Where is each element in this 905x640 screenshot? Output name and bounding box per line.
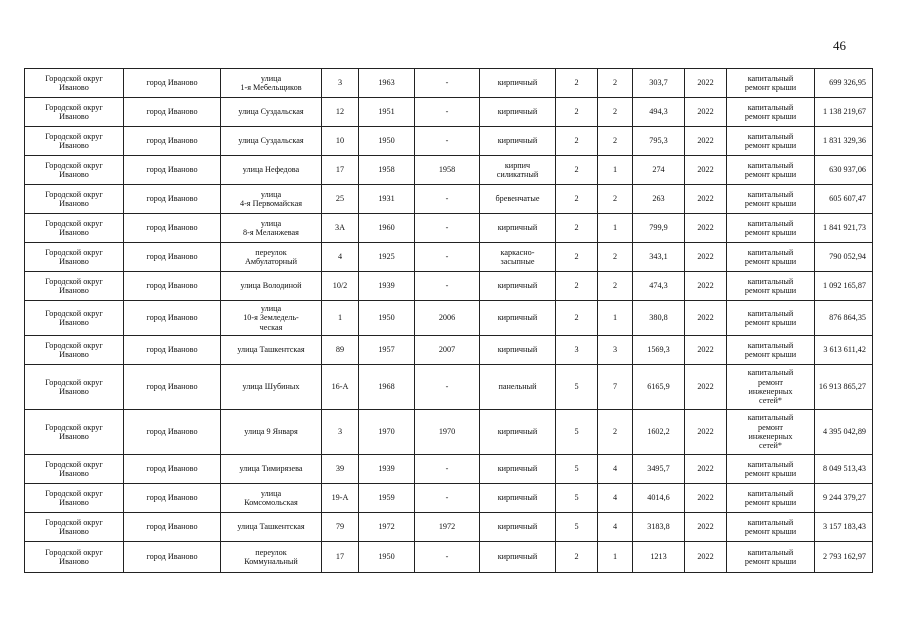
cell-street: улица 10-я Земледель- ческая xyxy=(221,301,322,336)
cell-municipality: Городской округ Иваново xyxy=(25,301,124,336)
table-row xyxy=(25,336,873,365)
cell-area: 795,3 xyxy=(633,127,685,156)
cell-house-number: 12 xyxy=(322,98,359,127)
cell-wall-material: кирпичный xyxy=(480,127,556,156)
cell-floors: 2 xyxy=(556,542,598,573)
cell-cost: 1 138 219,67 xyxy=(815,98,873,127)
cell-settlement: город Иваново xyxy=(124,301,221,336)
cell-cost: 876 864,35 xyxy=(815,301,873,336)
cell-wall-material: кирпичный xyxy=(480,272,556,301)
housing-repair-table xyxy=(24,68,873,573)
cell-cost: 630 937,06 xyxy=(815,156,873,185)
cell-year: 2022 xyxy=(685,127,727,156)
cell-settlement: город Иваново xyxy=(124,513,221,542)
table-row xyxy=(25,484,873,513)
table-row xyxy=(25,156,873,185)
cell-cost: 699 326,95 xyxy=(815,69,873,98)
cell-wall-material: кирпичный xyxy=(480,69,556,98)
cell-floors: 3 xyxy=(556,336,598,365)
cell-street: улица Володиной xyxy=(221,272,322,301)
cell-street: улица Комсомольская xyxy=(221,484,322,513)
cell-house-number: 3 xyxy=(322,69,359,98)
cell-area: 1213 xyxy=(633,542,685,573)
cell-year: 2022 xyxy=(685,484,727,513)
cell-settlement: город Иваново xyxy=(124,410,221,455)
cell-entrances: 2 xyxy=(598,243,633,272)
cell-settlement: город Иваново xyxy=(124,455,221,484)
cell-house-number: 89 xyxy=(322,336,359,365)
cell-settlement: город Иваново xyxy=(124,156,221,185)
cell-municipality: Городской округ Иваново xyxy=(25,156,124,185)
cell-street: улица 9 Января xyxy=(221,410,322,455)
cell-year-built: 1950 xyxy=(359,127,415,156)
cell-floors: 2 xyxy=(556,127,598,156)
cell-cost: 1 841 921,73 xyxy=(815,214,873,243)
cell-street: улица 4-я Первомайская xyxy=(221,185,322,214)
cell-year: 2022 xyxy=(685,185,727,214)
cell-area: 6165,9 xyxy=(633,365,685,410)
cell-year-built: 1963 xyxy=(359,69,415,98)
cell-year: 2022 xyxy=(685,542,727,573)
cell-floors: 5 xyxy=(556,410,598,455)
cell-house-number: 17 xyxy=(322,156,359,185)
cell-entrances: 2 xyxy=(598,69,633,98)
cell-area: 1569,3 xyxy=(633,336,685,365)
cell-area: 274 xyxy=(633,156,685,185)
cell-year-built: 1958 xyxy=(359,156,415,185)
cell-floors: 5 xyxy=(556,365,598,410)
cell-year-reconstructed: - xyxy=(415,98,480,127)
cell-house-number: 19-А xyxy=(322,484,359,513)
cell-year: 2022 xyxy=(685,410,727,455)
cell-floors: 2 xyxy=(556,69,598,98)
cell-floors: 2 xyxy=(556,156,598,185)
cell-municipality: Городской округ Иваново xyxy=(25,185,124,214)
cell-work-type: капитальный ремонт крыши xyxy=(727,301,815,336)
cell-entrances: 2 xyxy=(598,272,633,301)
cell-year: 2022 xyxy=(685,156,727,185)
cell-house-number: 3 xyxy=(322,410,359,455)
cell-municipality: Городской округ Иваново xyxy=(25,513,124,542)
cell-wall-material: кирпичный xyxy=(480,542,556,573)
cell-street: улица Ташкентская xyxy=(221,336,322,365)
cell-year-reconstructed: - xyxy=(415,272,480,301)
cell-municipality: Городской округ Иваново xyxy=(25,336,124,365)
cell-wall-material: кирпичный xyxy=(480,301,556,336)
cell-year-built: 1939 xyxy=(359,455,415,484)
cell-cost: 16 913 865,27 xyxy=(815,365,873,410)
cell-cost: 1 831 329,36 xyxy=(815,127,873,156)
cell-year-reconstructed: - xyxy=(415,127,480,156)
cell-entrances: 4 xyxy=(598,513,633,542)
cell-settlement: город Иваново xyxy=(124,185,221,214)
cell-municipality: Городской округ Иваново xyxy=(25,542,124,573)
cell-entrances: 1 xyxy=(598,301,633,336)
cell-work-type: капитальный ремонт крыши xyxy=(727,69,815,98)
cell-wall-material: кирпичный xyxy=(480,484,556,513)
table-row xyxy=(25,185,873,214)
cell-year: 2022 xyxy=(685,301,727,336)
table-row xyxy=(25,272,873,301)
cell-municipality: Городской округ Иваново xyxy=(25,410,124,455)
cell-cost: 3 613 611,42 xyxy=(815,336,873,365)
cell-settlement: город Иваново xyxy=(124,272,221,301)
cell-settlement: город Иваново xyxy=(124,69,221,98)
cell-street: улица Шубиных xyxy=(221,365,322,410)
cell-area: 303,7 xyxy=(633,69,685,98)
cell-house-number: 10 xyxy=(322,127,359,156)
cell-area: 343,1 xyxy=(633,243,685,272)
cell-wall-material: кирпичный xyxy=(480,410,556,455)
cell-year-reconstructed: 2006 xyxy=(415,301,480,336)
cell-work-type: капитальный ремонт крыши xyxy=(727,214,815,243)
cell-floors: 5 xyxy=(556,455,598,484)
table-row xyxy=(25,301,873,336)
cell-year-reconstructed: - xyxy=(415,185,480,214)
cell-year-built: 1957 xyxy=(359,336,415,365)
cell-work-type: капитальный ремонт инженерных сетей* xyxy=(727,365,815,410)
cell-year: 2022 xyxy=(685,513,727,542)
cell-area: 3183,8 xyxy=(633,513,685,542)
cell-entrances: 2 xyxy=(598,185,633,214)
cell-year-built: 1972 xyxy=(359,513,415,542)
cell-year-reconstructed: 1972 xyxy=(415,513,480,542)
cell-year: 2022 xyxy=(685,69,727,98)
cell-municipality: Городской округ Иваново xyxy=(25,455,124,484)
cell-area: 1602,2 xyxy=(633,410,685,455)
table-row xyxy=(25,69,873,98)
cell-year-built: 1939 xyxy=(359,272,415,301)
cell-year-built: 1931 xyxy=(359,185,415,214)
cell-house-number: 17 xyxy=(322,542,359,573)
cell-work-type: капитальный ремонт крыши xyxy=(727,542,815,573)
cell-work-type: капитальный ремонт крыши xyxy=(727,156,815,185)
table-row xyxy=(25,513,873,542)
cell-year-built: 1951 xyxy=(359,98,415,127)
cell-floors: 2 xyxy=(556,243,598,272)
cell-year-reconstructed: - xyxy=(415,243,480,272)
cell-entrances: 2 xyxy=(598,410,633,455)
cell-municipality: Городской округ Иваново xyxy=(25,272,124,301)
table-row xyxy=(25,214,873,243)
cell-wall-material: кирпичный xyxy=(480,513,556,542)
cell-work-type: капитальный ремонт инженерных сетей* xyxy=(727,410,815,455)
cell-entrances: 2 xyxy=(598,98,633,127)
cell-municipality: Городской округ Иваново xyxy=(25,365,124,410)
cell-entrances: 4 xyxy=(598,484,633,513)
cell-cost: 1 092 165,87 xyxy=(815,272,873,301)
cell-wall-material: бревенчатые xyxy=(480,185,556,214)
cell-floors: 2 xyxy=(556,98,598,127)
cell-year-reconstructed: 2007 xyxy=(415,336,480,365)
cell-street: улица 1-я Мебельщиков xyxy=(221,69,322,98)
cell-municipality: Городской округ Иваново xyxy=(25,69,124,98)
cell-year-built: 1968 xyxy=(359,365,415,410)
cell-settlement: город Иваново xyxy=(124,98,221,127)
cell-area: 4014,6 xyxy=(633,484,685,513)
table-row xyxy=(25,410,873,455)
table-row xyxy=(25,127,873,156)
cell-settlement: город Иваново xyxy=(124,365,221,410)
cell-street: улица Суздальская xyxy=(221,98,322,127)
cell-floors: 2 xyxy=(556,301,598,336)
cell-cost: 8 049 513,43 xyxy=(815,455,873,484)
table-row xyxy=(25,98,873,127)
cell-wall-material: панельный xyxy=(480,365,556,410)
cell-year-built: 1959 xyxy=(359,484,415,513)
cell-cost: 4 395 042,89 xyxy=(815,410,873,455)
cell-year: 2022 xyxy=(685,98,727,127)
cell-year-reconstructed: - xyxy=(415,214,480,243)
cell-year-reconstructed: - xyxy=(415,484,480,513)
table-row xyxy=(25,243,873,272)
cell-work-type: капитальный ремонт крыши xyxy=(727,98,815,127)
cell-year: 2022 xyxy=(685,455,727,484)
cell-entrances: 4 xyxy=(598,455,633,484)
cell-house-number: 4 xyxy=(322,243,359,272)
cell-municipality: Городской округ Иваново xyxy=(25,243,124,272)
cell-settlement: город Иваново xyxy=(124,484,221,513)
cell-work-type: капитальный ремонт крыши xyxy=(727,272,815,301)
table-row xyxy=(25,542,873,573)
cell-wall-material: каркасно- засыпные xyxy=(480,243,556,272)
cell-year-reconstructed: - xyxy=(415,542,480,573)
cell-work-type: капитальный ремонт крыши xyxy=(727,513,815,542)
cell-work-type: капитальный ремонт крыши xyxy=(727,484,815,513)
cell-street: переулок Коммунальный xyxy=(221,542,322,573)
cell-entrances: 1 xyxy=(598,542,633,573)
cell-house-number: 16-А xyxy=(322,365,359,410)
cell-work-type: капитальный ремонт крыши xyxy=(727,336,815,365)
cell-year: 2022 xyxy=(685,365,727,410)
cell-wall-material: кирпичный xyxy=(480,214,556,243)
cell-wall-material: кирпичный xyxy=(480,98,556,127)
cell-entrances: 7 xyxy=(598,365,633,410)
cell-settlement: город Иваново xyxy=(124,127,221,156)
cell-street: улица Суздальская xyxy=(221,127,322,156)
cell-cost: 9 244 379,27 xyxy=(815,484,873,513)
cell-wall-material: кирпичный xyxy=(480,336,556,365)
cell-area: 263 xyxy=(633,185,685,214)
cell-floors: 2 xyxy=(556,272,598,301)
cell-area: 799,9 xyxy=(633,214,685,243)
cell-year-built: 1925 xyxy=(359,243,415,272)
cell-floors: 2 xyxy=(556,214,598,243)
cell-year-reconstructed: - xyxy=(415,69,480,98)
cell-house-number: 10/2 xyxy=(322,272,359,301)
cell-floors: 5 xyxy=(556,513,598,542)
cell-work-type: капитальный ремонт крыши xyxy=(727,127,815,156)
cell-work-type: капитальный ремонт крыши xyxy=(727,455,815,484)
cell-house-number: 25 xyxy=(322,185,359,214)
cell-settlement: город Иваново xyxy=(124,243,221,272)
cell-year-built: 1950 xyxy=(359,542,415,573)
cell-house-number: 79 xyxy=(322,513,359,542)
cell-year-built: 1960 xyxy=(359,214,415,243)
table-row xyxy=(25,455,873,484)
cell-municipality: Городской округ Иваново xyxy=(25,127,124,156)
cell-area: 474,3 xyxy=(633,272,685,301)
cell-year-reconstructed: - xyxy=(415,365,480,410)
cell-street: переулок Амбулаторный xyxy=(221,243,322,272)
cell-house-number: 39 xyxy=(322,455,359,484)
cell-entrances: 3 xyxy=(598,336,633,365)
cell-street: улица Нефедова xyxy=(221,156,322,185)
cell-house-number: 1 xyxy=(322,301,359,336)
cell-street: улица 8-я Меланжевая xyxy=(221,214,322,243)
cell-year-reconstructed: 1958 xyxy=(415,156,480,185)
cell-year-reconstructed: - xyxy=(415,455,480,484)
cell-entrances: 1 xyxy=(598,156,633,185)
cell-work-type: капитальный ремонт крыши xyxy=(727,185,815,214)
cell-cost: 790 052,94 xyxy=(815,243,873,272)
cell-municipality: Городской округ Иваново xyxy=(25,484,124,513)
cell-entrances: 1 xyxy=(598,214,633,243)
table-row xyxy=(25,365,873,410)
cell-year-built: 1970 xyxy=(359,410,415,455)
cell-year-reconstructed: 1970 xyxy=(415,410,480,455)
page-number: 46 xyxy=(833,38,846,53)
cell-municipality: Городской округ Иваново xyxy=(25,98,124,127)
cell-year: 2022 xyxy=(685,336,727,365)
cell-street: улица Ташкентская xyxy=(221,513,322,542)
cell-area: 380,8 xyxy=(633,301,685,336)
cell-area: 3495,7 xyxy=(633,455,685,484)
cell-street: улица Тимирязева xyxy=(221,455,322,484)
cell-year-built: 1950 xyxy=(359,301,415,336)
cell-work-type: капитальный ремонт крыши xyxy=(727,243,815,272)
cell-settlement: город Иваново xyxy=(124,214,221,243)
cell-wall-material: кирпичный xyxy=(480,455,556,484)
cell-wall-material: кирпич силикатный xyxy=(480,156,556,185)
cell-floors: 5 xyxy=(556,484,598,513)
cell-house-number: 3А xyxy=(322,214,359,243)
cell-settlement: город Иваново xyxy=(124,336,221,365)
cell-year: 2022 xyxy=(685,243,727,272)
cell-entrances: 2 xyxy=(598,127,633,156)
cell-year: 2022 xyxy=(685,272,727,301)
cell-cost: 3 157 183,43 xyxy=(815,513,873,542)
cell-area: 494,3 xyxy=(633,98,685,127)
cell-cost: 2 793 162,97 xyxy=(815,542,873,573)
cell-year: 2022 xyxy=(685,214,727,243)
cell-settlement: город Иваново xyxy=(124,542,221,573)
cell-cost: 605 607,47 xyxy=(815,185,873,214)
cell-municipality: Городской округ Иваново xyxy=(25,214,124,243)
cell-floors: 2 xyxy=(556,185,598,214)
